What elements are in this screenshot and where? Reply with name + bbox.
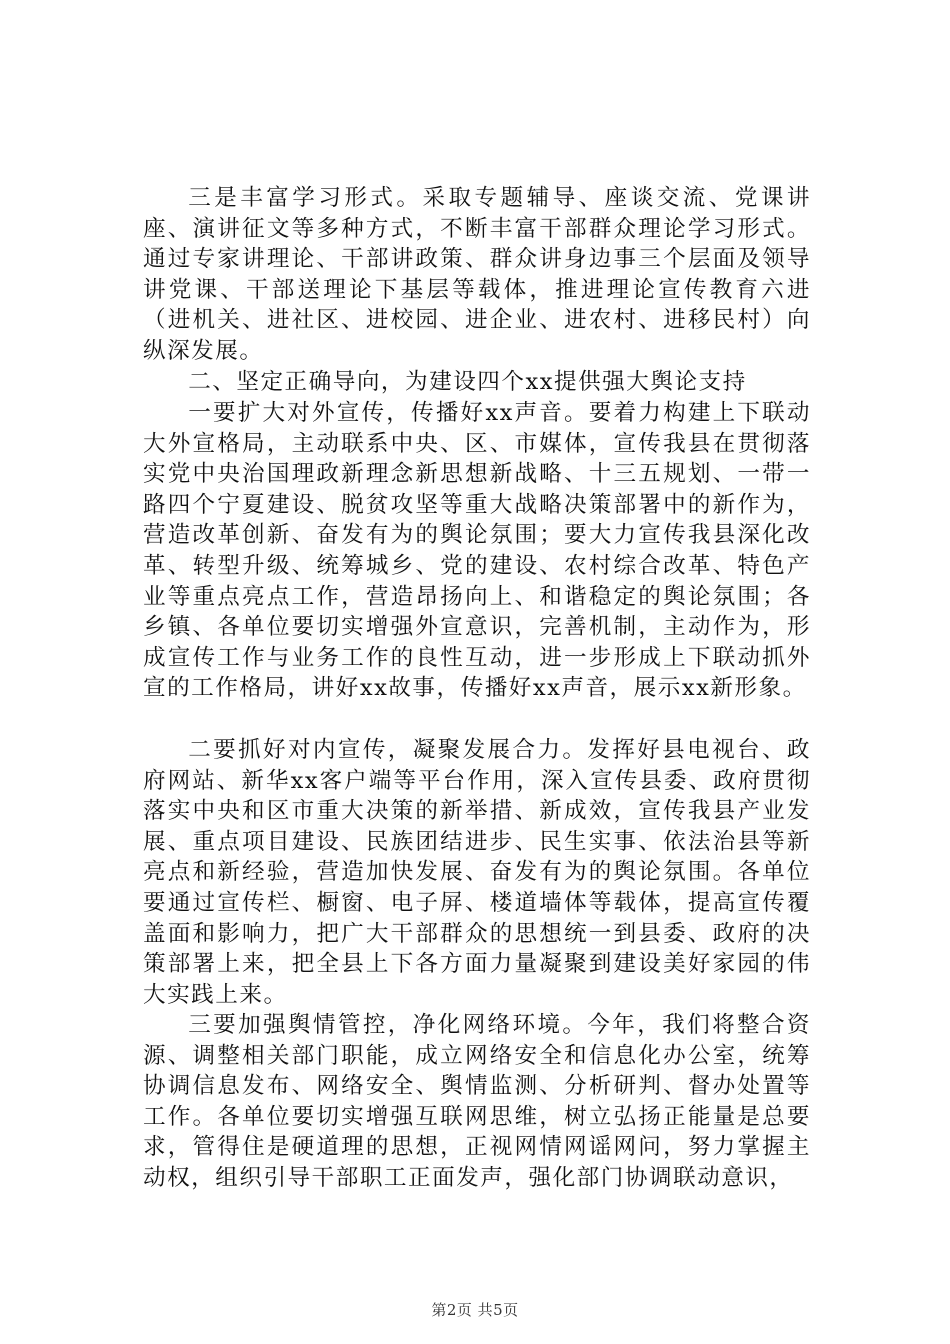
paragraph-external-publicity: 一要扩大对外宣传，传播好xx声音。要着力构建上下联动大外宣格局，主动联系中央、区、市媒体，宣传我县在贯彻落实党中央治国理政新理念新思想新战略、十三五规划、一带一路四个宁夏建设、脱贫攻坚等重大战略决策部署中的新作为，营造改革创新、奋发有为的舆论氛围；要大力宣传我县深化改革、转型升级、统筹城乡、党的建设、农村综合改革、特色产业等重点亮点工作，营造昂扬向上、和谐稳定的舆论氛围；各乡镇、各单位要切实增强外宣意识，完善机制，主动作为，形成宣传工作与业务工作的良性互动，进一步形成上下联动抓外宣的工作格局，讲好xx故事，传播好xx声音，展示xx新形象。: [143, 400, 811, 702]
paragraph-public-opinion-control: 三要加强舆情管控，净化网络环境。今年，我们将整合资源、调整相关部门职能，成立网络安全和信息化办公室，统筹协调信息发布、网络安全、舆情监测、分析研判、督办处置等工作。各单位要切实增强互联网思维，树立弘扬正能量是总要求，管得住是硬道理的思想，正视网情网谣网问，努力掌握主动权，组织引导干部职工正面发声，强化部门协调联动意识，: [143, 1012, 811, 1191]
section-heading-correct-orientation: 二、坚定正确导向，为建设四个xx提供强大舆论支持: [188, 369, 747, 395]
paragraph-learning-forms: 三是丰富学习形式。采取专题辅导、座谈交流、党课讲座、演讲征文等多种方式，不断丰富干部群众理论学习形式。通过专家讲理论、干部讲政策、群众讲身边事三个层面及领导讲党课、干部送理论下基层等载体，推进理论宣传教育六进（进机关、进社区、进校园、进企业、进农村、进移民村）向纵深发展。: [143, 185, 811, 364]
page-number-footer: 第2页 共5页: [431, 1301, 519, 1319]
paragraph-internal-publicity: 二要抓好对内宣传，凝聚发展合力。发挥好县电视台、政府网站、新华xx客户端等平台作用，深入宣传县委、政府贯彻落实中央和区市重大决策的新举措、新成效，宣传我县产业发展、重点项目建设、民族团结进步、民生实事、依法治县等新亮点和新经验，营造加快发展、奋发有为的舆论氛围。各单位要通过宣传栏、橱窗、电子屏、楼道墙体等载体，提高宣传覆盖面和影响力，把广大干部群众的思想统一到县委、政府的决策部署上来，把全县上下各方面力量凝聚到建设美好家园的伟大实践上来。: [143, 737, 811, 1008]
